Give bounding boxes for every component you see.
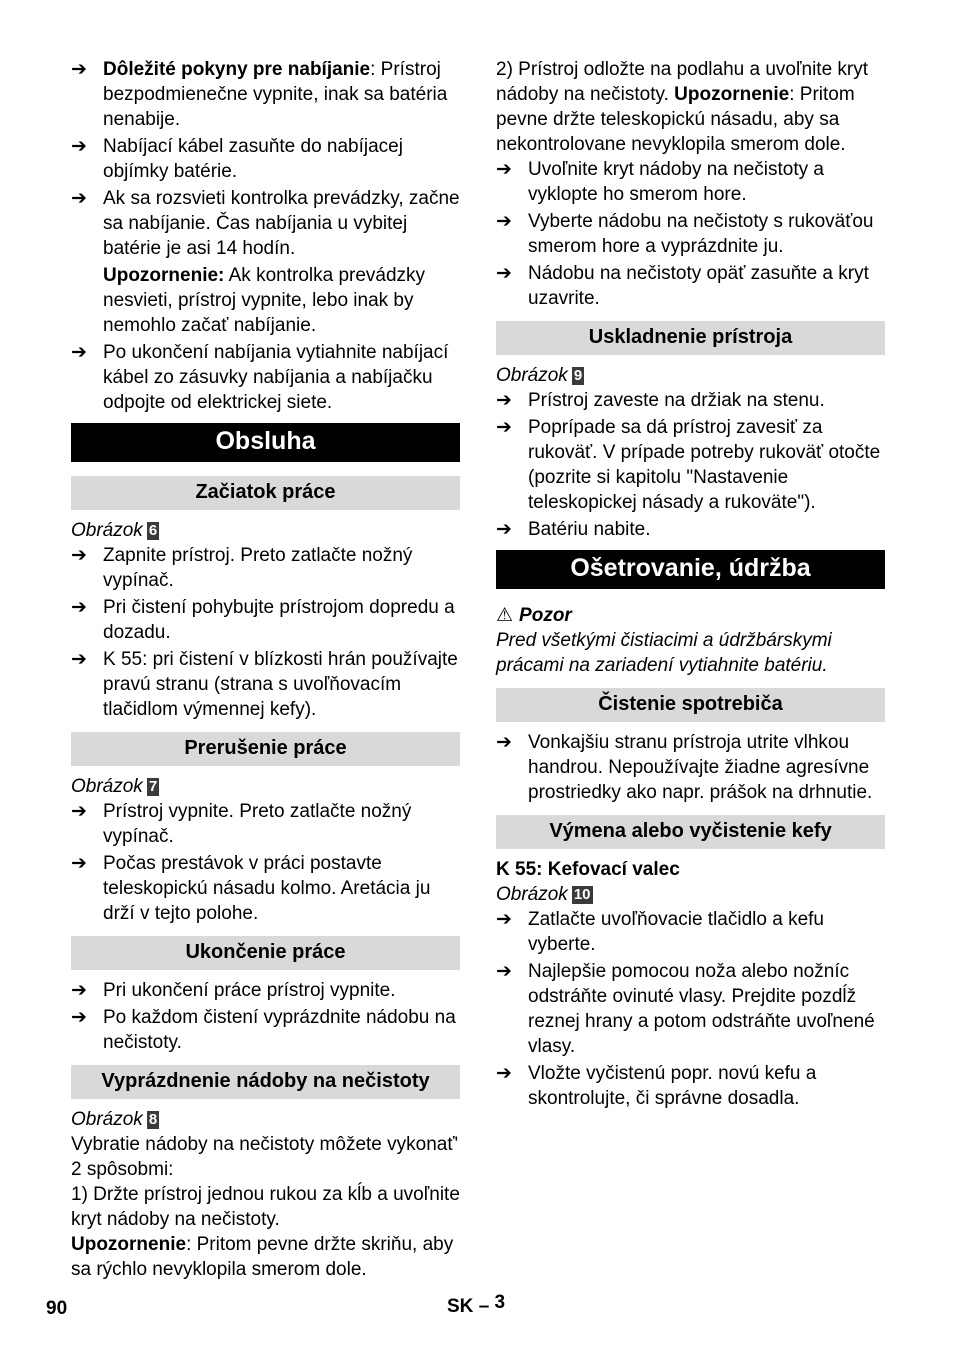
warning-triangle-icon: ⚠ [496, 605, 514, 626]
arrow-icon: ➔ [71, 980, 87, 1001]
list-item: ➔ Prístroj zaveste na držiak na stenu. [496, 390, 825, 411]
list-item: ➔ Dôležité pokyny pre nabíjanie: Prístroj bezpodmienečne vypnite, inak sa batéria nenabije. [71, 59, 448, 130]
subsection-heading-storage: Uskladnenie prístroja [496, 321, 885, 355]
subsection-heading-interrupt: Prerušenie práce [71, 732, 460, 766]
left-column [71, 57, 460, 1282]
arrow-icon: ➔ [71, 136, 87, 157]
arrow-icon: ➔ [71, 188, 87, 209]
list-item: ➔ K 55: pri čistení v blízkosti hrán používajte pravú stranu (strana s uvoľňovacím tlačidlom výmennej kefy). [71, 649, 458, 720]
list-item: ➔ Počas prestávok v práci postavte teleskopickú násadu kolmo. Aretácia ju drží v tejto polohe. [71, 853, 431, 924]
subsection-heading-brush: Výmena alebo vyčistenie kefy [496, 815, 885, 849]
arrow-icon: ➔ [496, 961, 512, 982]
figure-number-badge: 6 [148, 521, 158, 539]
section-heading-care: Ošetrovanie, údržba [496, 550, 885, 589]
figure-reference: Obrázok 10 [496, 884, 591, 905]
list-item: ➔ Zatlačte uvoľňovacie tlačidlo a kefu vyberte. [496, 909, 824, 955]
figure-reference: Obrázok 9 [496, 365, 583, 386]
arrow-icon: ➔ [496, 263, 512, 284]
warning-title: ⚠ Pozor [496, 605, 572, 626]
paragraph: 1) Držte prístroj jednou rukou za kĺb a uvoľnite kryt nádoby na nečistoty. [71, 1184, 460, 1230]
note-paragraph: Upozornenie: Pritom pevne držte skriňu, aby sa rýchlo nevyklopila smerom dole. [71, 1234, 454, 1280]
section-heading-obsluha: Obsluha [71, 423, 460, 462]
arrow-icon: ➔ [71, 59, 87, 80]
figure-number-badge: 9 [573, 366, 583, 384]
subsection-heading-clean: Čistenie spotrebiča [496, 688, 885, 722]
figure-reference: Obrázok 8 [71, 1109, 158, 1130]
arrow-icon: ➔ [496, 732, 512, 753]
list-item: ➔ Vyberte nádobu na nečistoty s rukoväťou smerom hore a vyprázdnite ju. [496, 211, 874, 257]
list-item: ➔ Vonkajšiu stranu prístroja utrite vlhkou handrou. Nepoužívajte žiadne agresívne prostriedky ako napr. prášok na drhnutie. [496, 732, 873, 803]
subsection-heading-end: Ukončenie práce [71, 936, 460, 970]
arrow-icon: ➔ [496, 417, 512, 438]
arrow-icon: ➔ [71, 801, 87, 822]
note-paragraph: Upozornenie: Ak kontrolka prevádzky nesvieti, prístroj vypnite, lebo inak by nemohlo začať nabíjanie. [103, 265, 426, 336]
arrow-icon: ➔ [496, 519, 512, 540]
subsection-heading-empty: Vyprázdnenie nádoby na nečistoty [71, 1065, 460, 1099]
paragraph: 2) Prístroj odložte na podlahu a uvoľnite kryt nádoby na nečistoty. Upozornenie: Pritom pevne držte teleskopickú násadu, aby sa nekontrolovane nevyklopila smerom dole. [496, 59, 869, 155]
arrow-icon: ➔ [71, 649, 87, 670]
arrow-icon: ➔ [71, 853, 87, 874]
list-item: ➔ Pri čistení pohybujte prístrojom dopredu a dozadu. [71, 597, 455, 643]
subheading-brush-roller: K 55: Kefovací valec [496, 859, 680, 880]
arrow-icon: ➔ [496, 211, 512, 232]
arrow-icon: ➔ [496, 1063, 512, 1084]
list-item: ➔ Pri ukončení práce prístroj vypnite. [71, 980, 396, 1001]
page-number: 90 [46, 1298, 68, 1319]
list-item: ➔ Vložte vyčistenú popr. novú kefu a skontrolujte, či správne dosadla. [496, 1063, 817, 1109]
section-page-label: SK – 3 [447, 1292, 506, 1317]
list-item: ➔ Poprípade sa dá prístroj zavesiť za rukoväť. V prípade potreby rukoväť otočte (pozrite si kapitolu "Nastavenie teleskopickej násady a rukoväte"). [496, 417, 881, 513]
list-item: ➔ Po ukončení nabíjania vytiahnite nabíjací kábel zo zásuvky nabíjania a nabíjačku odpojte od elektrickej siete. [71, 342, 449, 413]
list-item: ➔ Nabíjací kábel zasuňte do nabíjacej objímky batérie. [71, 136, 403, 182]
warning-text: Pred všetkými čistiacimi a údržbárskymi prácami na zariadení vytiahnite batériu. [496, 630, 832, 676]
list-item: ➔ Ak sa rozsvieti kontrolka prevádzky, začne sa nabíjanie. Čas nabíjania u vybitej batérie je asi 14 hodín. [71, 188, 460, 259]
list-item: ➔ Batériu nabite. [496, 519, 651, 540]
arrow-icon: ➔ [496, 159, 512, 180]
list-item: ➔ Prístroj vypnite. Preto zatlačte nožný vypínač. [71, 801, 412, 847]
arrow-icon: ➔ [71, 1007, 87, 1028]
figure-reference: Obrázok 6 [71, 520, 158, 541]
arrow-icon: ➔ [496, 390, 512, 411]
arrow-icon: ➔ [71, 597, 87, 618]
figure-number-badge: 7 [148, 777, 158, 795]
list-item: ➔ Zapnite prístroj. Preto zatlačte nožný vypínač. [71, 545, 413, 591]
paragraph: Vybratie nádoby na nečistoty môžete vykonať' 2 spôsobmi: [71, 1134, 459, 1180]
arrow-icon: ➔ [496, 909, 512, 930]
figure-number-badge: 10 [573, 885, 591, 903]
figure-reference: Obrázok 7 [71, 776, 158, 797]
list-item: ➔ Najlepšie pomocou noža alebo nožníc odstráňte ovinuté vlasy. Prejdite pozdĺž reznej hrany a potom odstráňte uvoľnené vlasy. [496, 961, 875, 1057]
list-item: ➔ Uvoľnite kryt nádoby na nečistoty a vyklopte ho smerom hore. [496, 159, 824, 205]
arrow-icon: ➔ [71, 545, 87, 566]
list-item: ➔ Po každom čistení vyprázdnite nádobu na nečistoty. [71, 1007, 456, 1053]
figure-number-badge: 8 [148, 1110, 158, 1128]
list-item: ➔ Nádobu na nečistoty opäť zasuňte a kryt uzavrite. [496, 263, 869, 309]
arrow-icon: ➔ [71, 342, 87, 363]
right-column [496, 57, 885, 1113]
subsection-heading-start: Začiatok práce [71, 476, 460, 510]
